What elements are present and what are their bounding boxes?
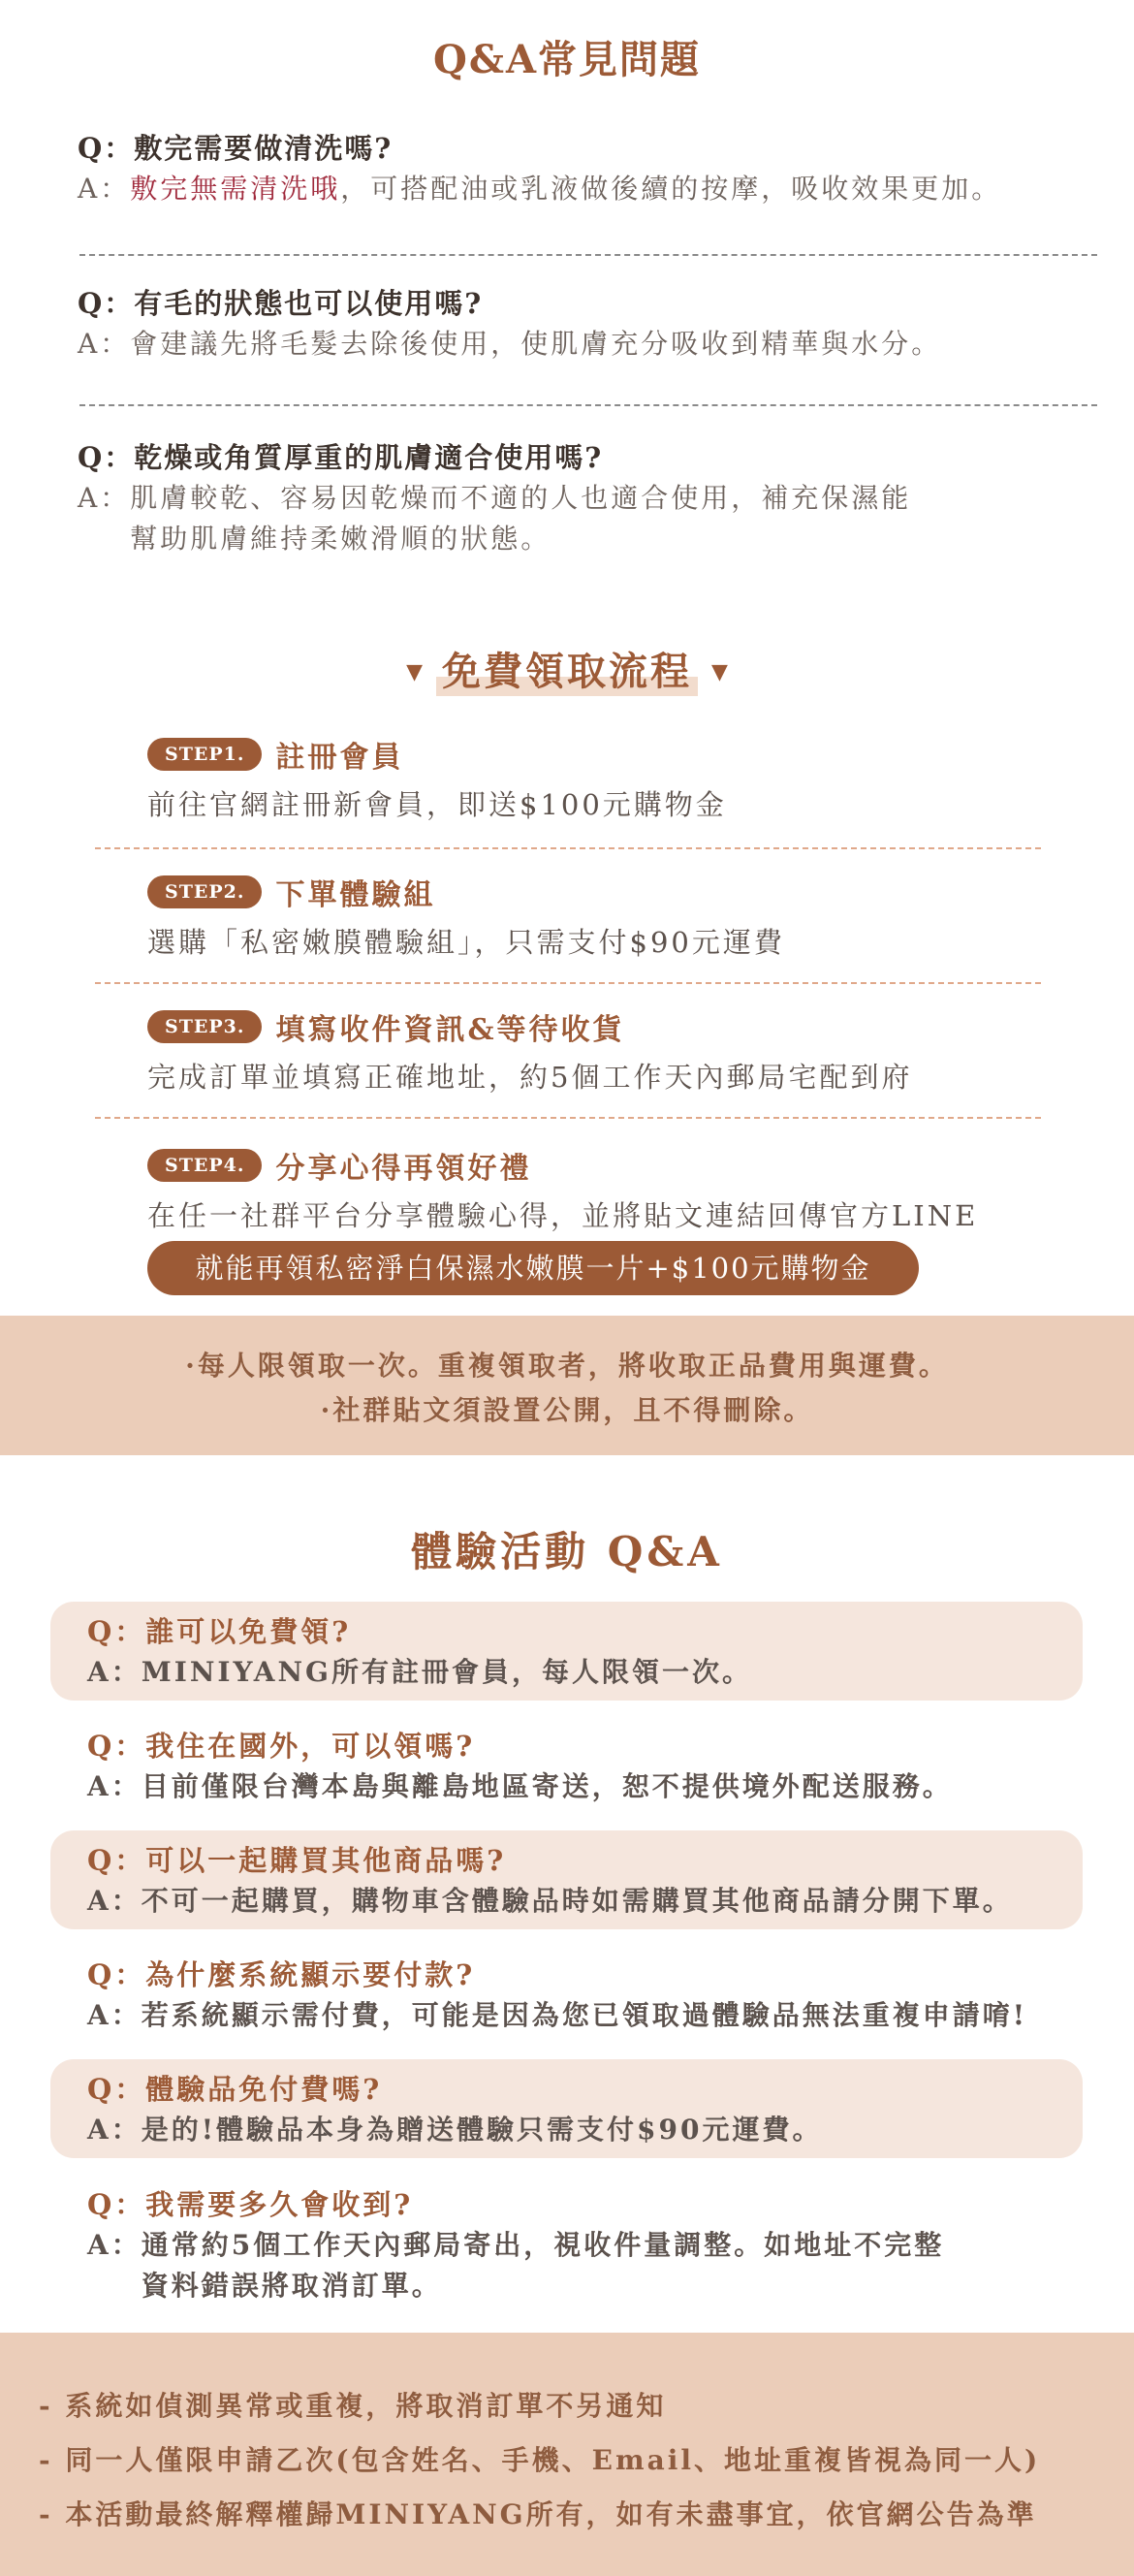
step-header <box>147 871 1039 913</box>
answer-prefix: A： <box>87 1770 142 1802</box>
qa-question: Q：體驗品免付費嗎? <box>87 2073 383 2106</box>
qa-item <box>87 1955 1095 2036</box>
footer-terms <box>0 2333 1134 2576</box>
triangle-down-icon: ▼ <box>406 659 423 684</box>
answer-body: MINIYANG所有註冊會員，每人限領一次。 <box>141 1656 752 1688</box>
qa-answer <box>87 2110 1095 2150</box>
qa-item <box>87 2184 1095 2306</box>
answer-body <box>130 169 1095 209</box>
qa-question: Q：可以一起購買其他商品嗎? <box>87 1844 507 1877</box>
faq-answer <box>78 169 1095 209</box>
qa-question: Q：為什麼系統顯示要付款? <box>87 1958 476 1991</box>
step-title: 註冊會員 <box>275 741 404 775</box>
answer-body: 會建議先將毛髮去除後使用，使肌膚充分吸收到精華與水分。 <box>130 328 942 360</box>
faq-question: Q：乾燥或角質厚重的肌膚適合使用嗎? <box>78 441 604 474</box>
faq-item <box>78 128 1095 209</box>
qa-answer <box>87 1766 1095 1807</box>
step-badge: STEP4. <box>147 1149 262 1182</box>
notice-line: ·每人限領取一次。重複領取者，將收取正品費用與運費。 <box>185 1350 949 1382</box>
qa-answer <box>87 2225 1095 2306</box>
step-badge: STEP1. <box>147 738 262 771</box>
answer-prefix: A： <box>87 2114 142 2146</box>
answer-body: 是的!體驗品本身為贈送體驗只需支付$90元運費。 <box>141 2114 823 2146</box>
answer-prefix: A： <box>78 173 131 205</box>
qa-item <box>87 1726 1095 1807</box>
answer-prefix: A： <box>78 328 131 360</box>
bonus-banner: 就能再領私密淨白保濕水嫩膜一片+$100元購物金 <box>147 1241 919 1295</box>
answer-line: 通常約5個工作天內郵局寄出，視收件量調整。如地址不完整 <box>141 2229 945 2261</box>
footer-line: - 系統如偵測異常或重複，將取消訂單不另通知 <box>39 2390 667 2422</box>
steps-heading <box>0 648 1134 696</box>
step-description: 完成訂單並填寫正確地址，約5個工作天內郵局宅配到府 <box>147 1061 913 1094</box>
faq-item <box>78 437 1095 559</box>
step-description: 選購「私密嫩膜體驗組」，只需支付$90元運費 <box>147 926 785 959</box>
faq-question: Q：有毛的狀態也可以使用嗎? <box>78 287 484 320</box>
faq-title: Q&A常見問題 <box>433 37 701 82</box>
answer-body: 目前僅限台灣本島與離島地區寄送，恕不提供境外配送服務。 <box>141 1770 953 1802</box>
step-divider <box>95 847 1041 849</box>
notice-line: ·社群貼文須設置公開，且不得刪除。 <box>320 1394 814 1426</box>
qa-question: Q：我需要多久會收到? <box>87 2188 414 2221</box>
answer-highlight: 敷完無需清洗哦 <box>130 173 341 205</box>
answer-prefix: A： <box>87 1656 142 1688</box>
answer-body <box>130 478 1095 559</box>
qa-question: Q：誰可以免費領? <box>87 1615 352 1648</box>
answer-line: 肌膚較乾、容易因乾燥而不適的人也適合使用，補充保濕能 <box>130 482 912 514</box>
step-title: 填寫收件資訊&等待收貨 <box>275 1013 625 1047</box>
step-item <box>147 871 1039 964</box>
qa-question: Q：我住在國外，可以領嗎? <box>87 1730 476 1763</box>
answer-body: 不可一起購買，購物車含體驗品時如需購買其他商品請分開下單。 <box>141 1885 1013 1917</box>
notice-band <box>0 1316 1134 1455</box>
qa-answer <box>87 1652 1095 1693</box>
qa-answer <box>87 1881 1095 1922</box>
faq-item <box>78 283 1095 365</box>
step-description: 在任一社群平台分享體驗心得，並將貼文連結回傳官方LINE <box>147 1199 979 1232</box>
experience-qa-title: 體驗活動 Q&A <box>411 1528 723 1575</box>
answer-text: ，可搭配油或乳液做後續的按摩，吸收效果更加。 <box>340 173 1002 205</box>
answer-body <box>142 2225 1095 2306</box>
answer-body: 若系統顯示需付費，可能是因為您已領取過體驗品無法重複申請唷! <box>141 1999 1028 2031</box>
answer-prefix: A： <box>87 1999 142 2031</box>
step-header <box>147 1005 1039 1048</box>
answer-prefix: A： <box>78 482 131 514</box>
qa-answer <box>87 1995 1095 2036</box>
step-divider <box>95 982 1041 984</box>
qa-item <box>87 1611 1095 1693</box>
faq-question: Q：敷完需要做清洗嗎? <box>78 132 394 165</box>
step-item <box>147 1144 1039 1237</box>
answer-line: 資料錯誤將取消訂單。 <box>141 2270 442 2302</box>
footer-line: - 本活動最終解釋權歸MINIYANG所有，如有未盡事宜，依官網公告為準 <box>39 2498 1037 2530</box>
faq-answer <box>78 478 1095 559</box>
triangle-down-icon: ▼ <box>711 659 728 684</box>
step-badge: STEP2. <box>147 875 262 908</box>
faq-answer <box>78 324 1095 365</box>
divider <box>79 254 1097 256</box>
step-title: 分享心得再領好禮 <box>275 1152 532 1186</box>
answer-line: 幫助肌膚維持柔嫩滑順的狀態。 <box>130 523 551 555</box>
qa-item <box>87 2069 1095 2150</box>
step-divider <box>95 1117 1041 1119</box>
step-header <box>147 733 1039 776</box>
steps-title: 免費領取流程 <box>436 648 698 696</box>
divider <box>79 404 1097 406</box>
step-badge: STEP3. <box>147 1010 262 1043</box>
answer-prefix: A： <box>87 1885 142 1917</box>
step-title: 下單體驗組 <box>275 878 436 912</box>
step-header <box>147 1144 1039 1187</box>
qa-item <box>87 1840 1095 1922</box>
step-item <box>147 733 1039 826</box>
step-description: 前往官網註冊新會員，即送$100元購物金 <box>147 788 727 821</box>
footer-line: - 同一人僅限申請乙次(包含姓名、手機、Email、地址重複皆視為同一人) <box>39 2444 1041 2476</box>
step-item <box>147 1005 1039 1098</box>
answer-prefix: A： <box>87 2229 142 2261</box>
